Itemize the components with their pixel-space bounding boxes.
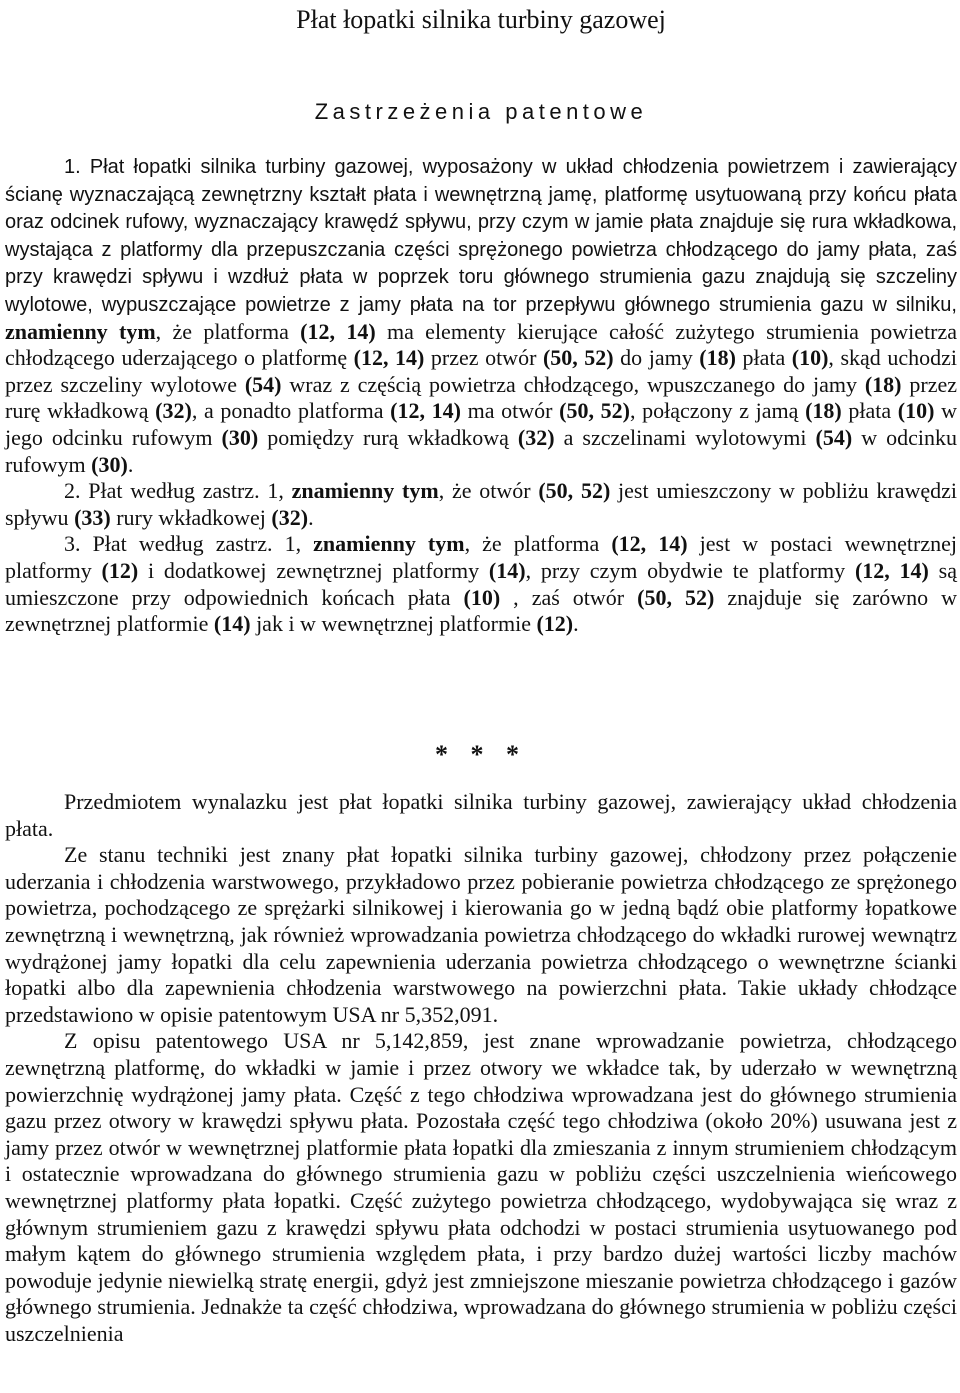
- reference-numeral: (12, 14): [353, 345, 425, 371]
- reference-numeral: (30): [91, 451, 128, 477]
- claims-section: [5, 153, 957, 638]
- reference-numeral: (12, 14): [390, 398, 461, 424]
- claim-2: 2. Płat według zastrz. 1, znamienny tym, że otwór (50, 52) jest umieszczony w pobliżu krawędzi spływu (33) rury wkładkowej (32).: [5, 478, 957, 530]
- claim-1: 1. Płat łopatki silnika turbiny gazowej, wyposażony w układ chłodzenia powietrzem i zawierający ścianę wyznaczającą zewnętrzny kształt płata i wewnętrzną jamę, platformę usytuowaną przy końcu płata oraz odcinek rufowy, wyznaczający krawędź spływu, przy czym w jamie płata znajduje się rura wkładkowa, wystająca z platformy dla przepuszczania części sprężonego powietrza chłodzącego do jamy płata, zaś przy krawędzi spływu i wzdłuż płata w poprzek toru głównego strumienia gazu znajdują się szczeliny wylotowe, wypuszczające powietrze z jamy płata na tor przepływu głównego strumienia gazu w silniku, znamienny tym, że platforma (12, 14) ma elementy kierujące całość zużytego strumienia powietrza chłodzącego uderzającego o platformę (12, 14) przez otwór (50, 52) do jamy (18) płata (10), skąd uchodzi przez szczeliny wylotowe (54) wraz z częścią powietrza chłodzącego, wpuszczanego do jamy (18) przez rurę wkładkową (32), a ponadto platforma (12, 14) ma otwór (50, 52), połączony z jamą (18) płata (10) w jego odcinku rufowym (30) pomiędzy rurą wkładkową (32) a szczelinami wylotowymi (54) w odcinku rufowym (30).: [5, 156, 958, 477]
- reference-numeral: (54): [244, 371, 282, 397]
- reference-numeral: (12): [101, 557, 139, 583]
- reference-numeral: (12, 14): [300, 318, 376, 344]
- reference-numeral: (50, 52): [559, 398, 630, 424]
- reference-numeral: (32): [517, 424, 555, 450]
- reference-numeral: (18): [699, 345, 736, 371]
- reference-numeral: (50, 52): [542, 345, 614, 371]
- description-paragraph-3: Z opisu patentowego USA nr 5,142,859, jest znane wprowadzanie powietrza, chłodzącego zewnętrzną platformę, do wkładki w jamie i przez otwory we wkładce tak, by uderzało w wewnętrzną powierzchnię wydrążonej jamy płata. Część z tego chłodziwa wprowadzana jest do głównego strumienia gazu przez otwory w krawędzi spływu płata. Pozostała część tego chłodziwa (około 20%) usuwana jest z jamy przez otwór w wewnętrznej platformie płata łopatki dla zmieszania z innym strumieniem chłodzącym i ostatecznie wprowadzana do głównego strumienia gazu w pobliżu części uszczelnienia wieńcowego wewnętrznej platformy płata łopatki. Część zużytego powietrza chłodzącego, wydobywająca się wraz z głównym strumieniem gazu z krawędzi spływu płata odchodzi w postaci strumienia usytuowanego pod małym kątem do głównego strumienia względem płata, i przy bardzo dużej wartości liczby machów powoduje jedynie niewielką stratę energii, gdyż jest zmniejszone mieszanie powietrza chłodzącego i gazów głównego strumienia. Jednakże ta część chłodziwa, wprowadzana do głównego strumienia w pobliżu części uszczelnienia: [5, 1028, 957, 1346]
- reference-numeral: (50, 52): [637, 584, 715, 610]
- reference-numeral: (10): [897, 398, 935, 424]
- reference-numeral: (10): [463, 584, 501, 610]
- reference-numeral: (12, 14): [611, 531, 688, 557]
- reference-numeral: (18): [805, 398, 842, 424]
- reference-numeral: (14): [213, 611, 251, 637]
- reference-numeral: (54): [815, 424, 853, 450]
- reference-numeral: (18): [864, 371, 902, 397]
- claims-heading: Zastrzeżenia patentowe: [314, 99, 648, 124]
- reference-numeral: (14): [488, 557, 526, 583]
- reference-numeral: (12, 14): [854, 557, 929, 583]
- reference-numeral: (50, 52): [538, 478, 611, 504]
- reference-numeral: (32): [271, 504, 309, 530]
- reference-numeral: (10): [791, 345, 829, 371]
- claim-keyword: znamienny tym: [313, 531, 465, 557]
- claim-3: 3. Płat według zastrz. 1, znamienny tym, że platforma (12, 14) jest w postaci wewnętrznej platformy (12) i dodatkowej zewnętrznej platformy (14), przy czym obydwie te platformy (12, 14) są umieszczone przy odpowiednich końcach płata (10) , zaś otwór (50, 52) znajduje się zarówno w zewnętrznej platformie (14) jak i w wewnętrznej platformie (12).: [5, 531, 958, 637]
- reference-numeral: (32): [155, 398, 192, 424]
- claim-keyword: znamienny tym: [291, 478, 439, 504]
- reference-numeral: (12): [536, 611, 574, 637]
- description-section: [5, 789, 957, 1347]
- reference-numeral: (30): [221, 424, 259, 450]
- description-paragraph-2: Ze stanu techniki jest znany płat łopatki silnika turbiny gazowej, chłodzony przez połączenie uderzania i chłodzenia warstwowego, przykładowo przez pobieranie powietrza chłodzącego ze sprężonego powietrza, pochodzącego ze sprężarki silnikowej i kierowania go w jedną bądź obie platformy łopatkowe zewnętrzną i wewnętrzną, jak również wprowadzania powietrza chłodzącego do wkładki rurowej wewnątrz wydrążonej jamy łopatki dla celu zapewnienia uderzania powietrza chłodzącego o wewnętrzne ścianki łopatki albo dla zapewnienia chłodzenia warstwowego na powierzchni płata. Takie układy chłodzące przedstawiono w opisie patentowym USA nr 5,352,091.: [5, 842, 957, 1027]
- reference-numeral: (33): [74, 504, 111, 530]
- claim-keyword: znamienny tym: [5, 318, 156, 344]
- section-separator: * * *: [435, 740, 527, 769]
- description-paragraph-1: Przedmiotem wynalazku jest płat łopatki silnika turbiny gazowej, zawierający układ chłodzenia płata.: [5, 789, 957, 841]
- document-title: Płat łopatki silnika turbiny gazowej: [296, 5, 666, 34]
